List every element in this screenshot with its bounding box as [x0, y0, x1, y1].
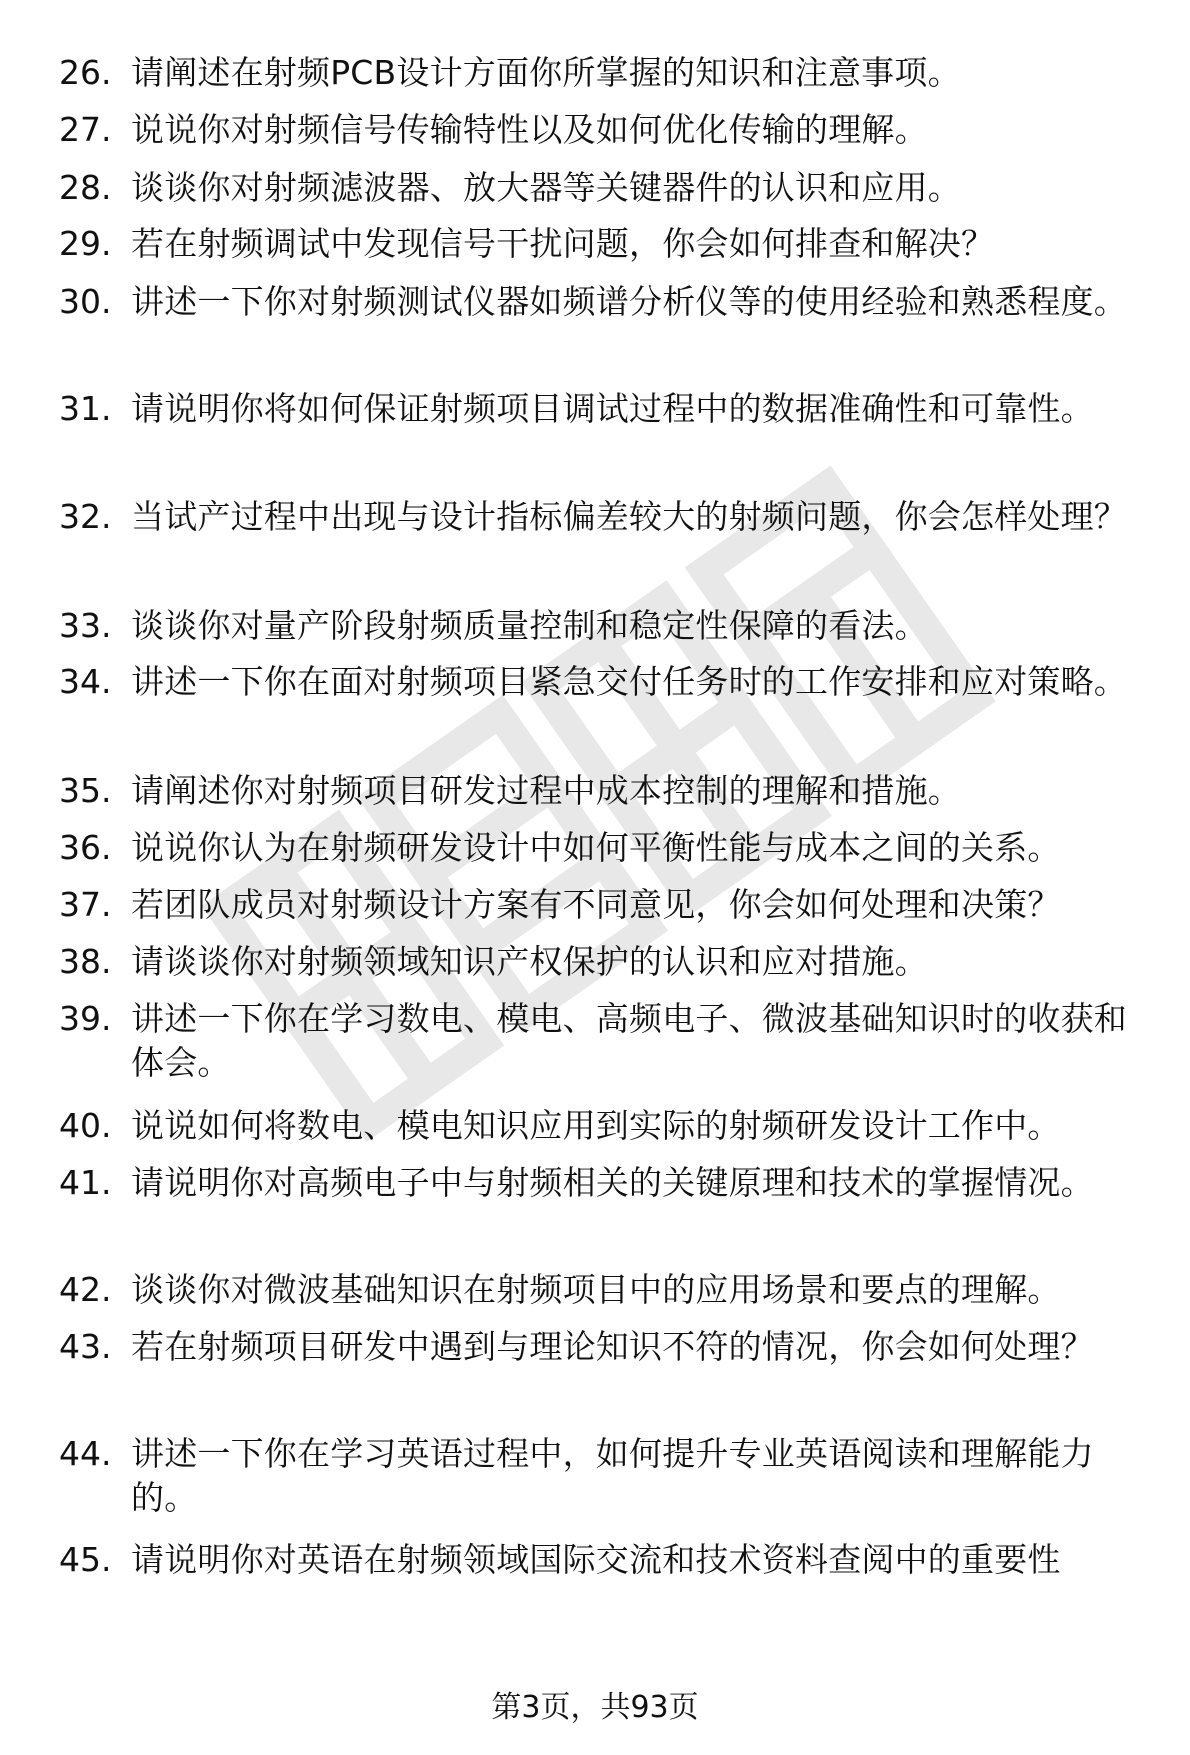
question-number: 34. [59, 662, 112, 701]
question-text: 请说明你将如何保证射频项目调试过程中的数据准确性和可靠性。 [131, 389, 1094, 428]
question-number: 32. [59, 497, 112, 536]
question-text: 讲述一下你对射频测试仪器如频谱分析仪等的使用经验和熟悉程度。 [131, 282, 1127, 321]
question-text: 请阐述在射频PCB设计方面你所掌握的知识和注意事项。 [131, 53, 961, 92]
question-number: 28. [59, 168, 112, 207]
question-text: 说说如何将数电、模电知识应用到实际的射频研发设计工作中。 [131, 1106, 1061, 1145]
question-text: 谈谈你对量产阶段射频质量控制和稳定性保障的看法。 [131, 606, 928, 645]
question-number: 42. [59, 1270, 112, 1309]
question-text: 若在射频调试中发现信号干扰问题，你会如何排查和解决？ [131, 224, 995, 263]
question-text: 说说你认为在射频研发设计中如何平衡性能与成本之间的关系。 [131, 828, 1061, 867]
question-text: 讲述一下你在面对射频项目紧急交付任务时的工作安排和应对策略。 [131, 662, 1127, 701]
question-text: 当试产过程中出现与设计指标偏差较大的射频问题，你会怎样处理？ [131, 497, 1127, 536]
question-number: 40. [59, 1106, 112, 1145]
question-text: 请说明你对英语在射频领域国际交流和技术资料查阅中的重要性 [131, 1540, 1061, 1579]
question-text: 讲述一下你在学习数电、模电、高频电子、微波基础知识时的收获和体会。 [131, 999, 1127, 1082]
question-number: 29. [59, 224, 112, 263]
question-number: 39. [59, 999, 112, 1038]
question-number: 36. [59, 828, 112, 867]
question-number: 33. [59, 606, 112, 645]
question-text: 请谈谈你对射频领域知识产权保护的认识和应对措施。 [131, 942, 928, 981]
question-number: 43. [59, 1327, 112, 1366]
question-text: 若团队成员对射频设计方案有不同意见，你会如何处理和决策？ [131, 885, 1061, 924]
question-number: 30. [59, 282, 112, 321]
question-text: 讲述一下你在学习英语过程中，如何提升专业英语阅读和理解能力的。 [131, 1434, 1094, 1517]
question-text: 请说明你对高频电子中与射频相关的关键原理和技术的掌握情况。 [131, 1163, 1094, 1202]
question-number: 38. [59, 942, 112, 981]
question-number: 35. [59, 771, 112, 810]
question-text: 说说你对射频信号传输特性以及如何优化传输的理解。 [131, 110, 928, 149]
question-number: 37. [59, 885, 112, 924]
page-footer [0, 1688, 1190, 1728]
question-text: 谈谈你对射频滤波器、放大器等关键器件的认识和应用。 [131, 168, 961, 207]
question-number: 41. [59, 1163, 112, 1202]
question-text: 请阐述你对射频项目研发过程中成本控制的理解和措施。 [131, 771, 961, 810]
question-number: 27. [59, 110, 112, 149]
question-text: 若在射频项目研发中遇到与理论知识不符的情况，你会如何处理？ [131, 1327, 1094, 1366]
question-number: 45. [59, 1540, 112, 1579]
watermark-stamp [160, 420, 1060, 1220]
question-number: 44. [59, 1434, 112, 1473]
question-number: 26. [59, 53, 112, 92]
question-number: 31. [59, 389, 112, 428]
page-number-label: 第3页，共93页 [491, 1690, 699, 1725]
question-text: 谈谈你对微波基础知识在射频项目中的应用场景和要点的理解。 [131, 1270, 1061, 1309]
